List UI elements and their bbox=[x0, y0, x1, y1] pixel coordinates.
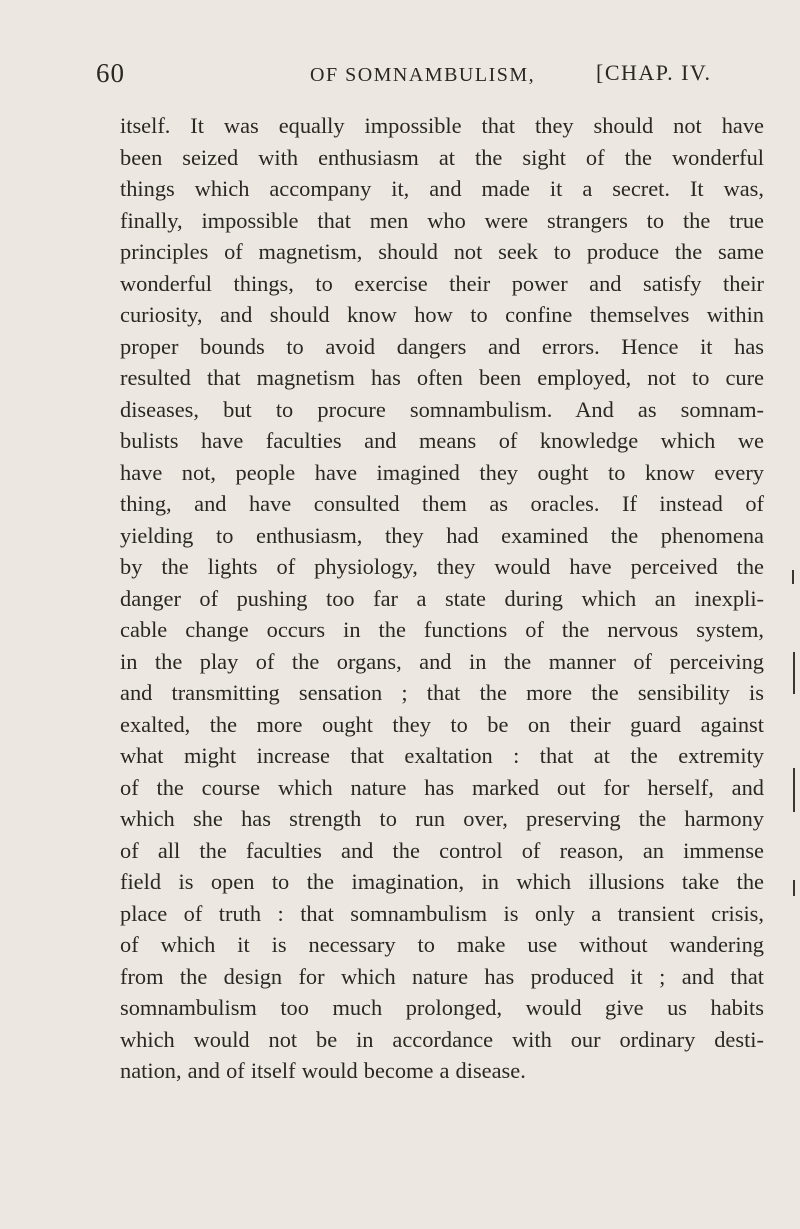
page-header bbox=[96, 58, 768, 94]
chapter-label: [CHAP. IV. bbox=[596, 60, 712, 85]
text-line: wonderful things, to exercise their power and satisfy their bbox=[120, 270, 764, 296]
text-line: by the lights of physiology, they would have perceived the bbox=[120, 554, 764, 579]
text-line: which would not be in accordance with our ordinary desti- bbox=[120, 1026, 764, 1052]
page-number: 60 bbox=[96, 58, 125, 88]
page-edge-mark bbox=[793, 880, 795, 896]
text-line: cable change occurs in the functions of the nervous system, bbox=[120, 617, 764, 642]
text-line: of all the faculties and the control of reason, an immense bbox=[120, 837, 764, 863]
text-line: things which accompany it, and made it a secret. It was, bbox=[120, 176, 764, 201]
text-line: from the design for which nature has produced it ; and that bbox=[120, 963, 764, 989]
text-line: of the course which nature has marked out for herself, and bbox=[120, 774, 764, 800]
text-line: thing, and have consulted them as oracles. If instead of bbox=[120, 491, 764, 516]
text-line: resulted that magnetism has often been employed, not to cure bbox=[120, 365, 764, 390]
text-line: exalted, the more ought they to be on their guard against bbox=[120, 711, 764, 737]
text-line: diseases, but to procure somnambulism. And as somnam- bbox=[120, 396, 764, 422]
running-title: OF SOMNAMBULISM, bbox=[310, 64, 536, 86]
text-line: finally, impossible that men who were strangers to the true bbox=[120, 207, 764, 233]
page-edge-mark bbox=[792, 570, 794, 584]
text-line: somnambulism too much prolonged, would give us habits bbox=[120, 995, 764, 1020]
text-line: which she has strength to run over, preserving the harmony bbox=[120, 806, 764, 831]
text-line: yielding to enthusiasm, they had examined the phenomena bbox=[120, 522, 764, 548]
text-line: curiosity, and should know how to confine themselves within bbox=[120, 302, 764, 327]
text-line: proper bounds to avoid dangers and errors. Hence it has bbox=[120, 333, 764, 359]
text-line: and transmitting sensation ; that the more the sensibility is bbox=[120, 680, 764, 705]
text-line: place of truth : that somnambulism is only a transient crisis, bbox=[120, 900, 764, 926]
text-line: itself. It was equally impossible that they should not have bbox=[120, 113, 764, 138]
text-line: been seized with enthusiasm at the sight of the wonderful bbox=[120, 144, 764, 170]
text-line: bulists have faculties and means of knowledge which we bbox=[120, 428, 764, 453]
text-line: nation, and of itself would become a disease. bbox=[120, 1058, 526, 1083]
body-paragraph bbox=[120, 110, 764, 1087]
text-line: danger of pushing too far a state during which an inexpli- bbox=[120, 585, 764, 611]
text-line: what might increase that exaltation : that at the extremity bbox=[120, 743, 764, 768]
text-line: of which it is necessary to make use without wandering bbox=[120, 932, 764, 957]
page-edge-mark bbox=[793, 652, 795, 694]
page-edge-mark bbox=[793, 768, 795, 812]
text-line: in the play of the organs, and in the manner of perceiving bbox=[120, 648, 764, 674]
text-line: principles of magnetism, should not seek to produce the same bbox=[120, 239, 764, 264]
text-line: have not, people have imagined they ought to know every bbox=[120, 459, 764, 485]
text-line: field is open to the imagination, in which illusions take the bbox=[120, 869, 764, 894]
